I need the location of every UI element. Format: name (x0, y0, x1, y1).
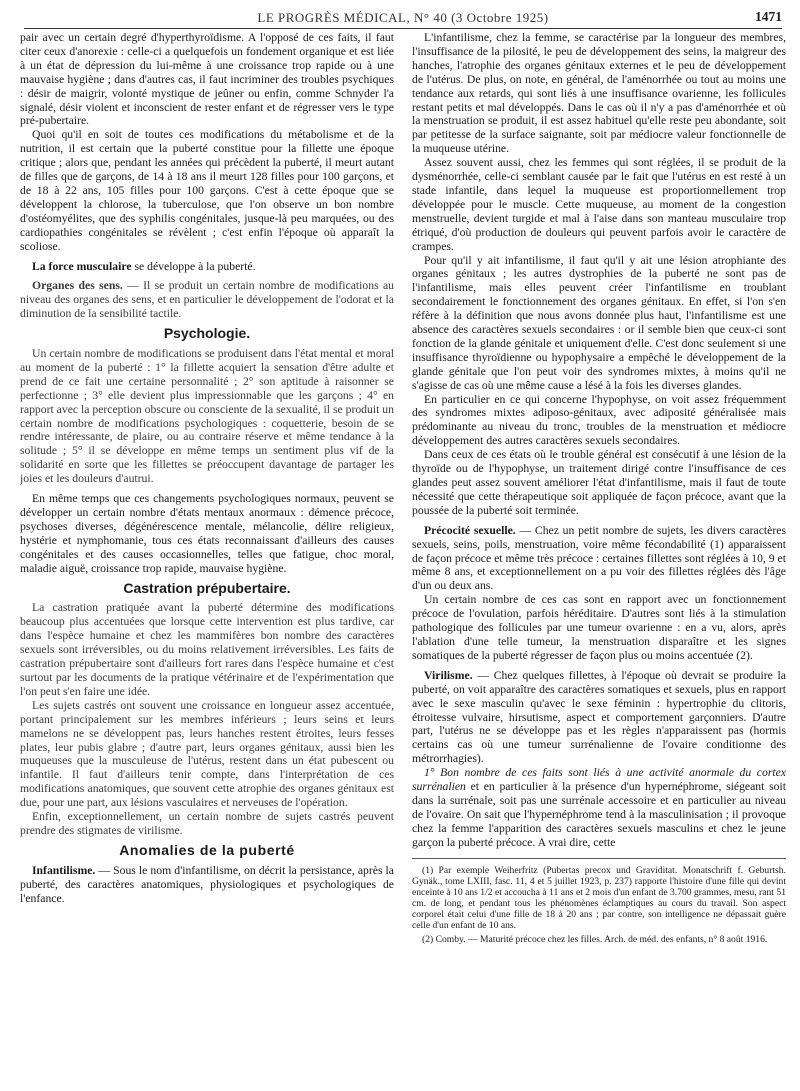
paragraph: 1° Bon nombre de ces faits sont liés à une activité anormale du cortex surrénalien et en particulier à la présence d'un hypernéphrome, siégeant soit dans la surrénale, soit pas une surrénale accessoire et en particulier au niveau de l'ovaire. On sait que l'hypernéphrome tend à la masculinisation ; il provoque chez la femme l'apparition des caractères sexuels masculins et chez le jeune garçon la puberté précoce. A vrai dire, cette (412, 766, 786, 849)
page-number: 1471 (755, 9, 782, 24)
paragraph: La force musculaire se développe à la puberté. (32, 259, 256, 273)
paragraph: Pour qu'il y ait infantilisme, il faut qu'il y ait une lésion atrophiante des organes génitaux ; les autres dystrophies de la puberté ne sont pas de l'infantilisme, mais elles peuvent créer l'infantilisme en troublant secondairement le fonctionnement des organes génitaux. En effet, si l'on s'en réfère à la définition que nous avons donnée plus haut, l'infantilisme est une absence des caractères sexuels secondaires : or il semble bien que ceux-ci sont fonction de la glande génitale et uniquement d'elle. C'est donc seulement si une insuffisance thyroïdienne ou hypophysaire a empêché le développement de la glande génitale que l'on peut voir des syndromes mixtes, à moins qu'il ne s'agisse de cas où une même cause a lésé à la fois les diverses glandes. (412, 253, 786, 392)
paragraph: Un certain nombre de ces cas sont en rapport avec un fonctionnement précoce de l'ovulation, parfois héréditaire. D'autres sont liés à la stimulation pathologique des follicules par une tumeur ovarienne : en a vu, alors, après l'ablation d'une telle tumeur, la menstruation disparaître et les signes somatiques de la puberté régresser de façon plus ou moins accentuée (2). (412, 593, 786, 662)
paragraph: La castration pratiquée avant la puberté détermine des modifications beaucoup plus accentuées que lorsque cette intervention est plus tardive, car dans l'espèce humaine et chez les mammifères bon nombre des caractères sexuels sont irréversibles, ou du moins relativement irréversibles. Les faits de castration prépubertaire sont d'ailleurs fort rares dans l'espèce humaine et c'est surtout par les documents de la pratique vétérinaire et de l'expérimentation que l'on peut s'en faire une idée. (20, 601, 394, 698)
footnote: (1) Par exemple Weiherfritz (Pubertas precox und Graviditat. Monatschrift f. Geburtsh. Gynäk., tome LXIII, fasc. 11, 4 et 5 juillet 1923, p. 237) rapporte l'histoire d'une fille qui devint enceinte à 10 ans 1/2 et accoucha à 11 ans et 2 mois d'un enfant de 3.700 grammes, mesu, rant 51 cm. de long, et pendant tous les phénomènes éclamptiques au cours du travail. Son aspect corporel était celui d'une fille de 18 à 20 ans ; par contre, son intelligence ne dépassait guère celle d'un enfant de 10 ans. (412, 864, 786, 931)
paragraph: En même temps que ces changements psychologiques normaux, peuvent se développer un certain nombre d'états mentaux anormaux : démence précoce, psychoses diverses, dégénérescence mentale, mélancolie, délire religieux, hystérie et nymphomanie, tous ces états reconnaissant d'ailleurs des causes congénitales et des causes occasionnelles, telles que fatigue, choc moral, maladie aiguë, croissance trop rapide, mauvaise hygiène. (20, 492, 394, 575)
run-in-heading: La force musculaire (32, 259, 132, 273)
paragraph: Enfin, exceptionnellement, un certain nombre de sujets castrés peuvent prendre des stigmates de virilisme. (20, 810, 394, 837)
section-heading: Psychologie. (163, 325, 251, 342)
paragraph: Quoi qu'il en soit de toutes ces modifications du métabolisme et de la nutrition, il est certain que la puberté constitue pour la fillette une époque critique ; alors que, pendant les années qui précèdent la puberté, il meurt autant de filles que de garçons, de 14 à 18 ans il meurt 128 filles pour 100 garçons, et de 18 à 22 ans, 105 filles pour 100 garçons. C'est à cette époque que se développent la chlorose, la tuberculose, que l'on observe un bon nombre d'ostéomyélites, que des syphilis congénitales, jusque-là peu marquées, ou des cardiopathies congénitales se révèlent ; c'est enfin l'époque où apparaît la scoliose. (20, 128, 394, 253)
italic-lead: 1° Bon nombre de ces faits sont liés à une activité anormale du cortex surrénalien (412, 766, 786, 794)
footnote: (2) Comby. — Maturité précoce chez les filles. Arch. de méd. des enfants, n° 8 août 1916. (422, 933, 768, 945)
paragraph: Précocité sexuelle. — Chez un petit nombre de sujets, les divers caractères sexuels, seins, poils, menstruation, voire même fécondabilité (1) apparaissent de façon précoce et même très précoce : certaines fillettes sont réglées à 10, 9 et même 8 ans, et exceptionnellement on a pu voir des fillettes réglées dès l'âge d'un ou deux ans. (412, 523, 786, 593)
footnotes (412, 858, 786, 945)
section-heading: Anomalies de la puberté (119, 841, 295, 858)
paragraph: Assez souvent aussi, chez les femmes qui sont réglées, il se produit de la dysménorrhée, celle-ci semblant causée par le fait que l'utérus en est resté à un stade infantile, dans lequel la muqueuse est proportionnellement trop développée pour le muscle. Cette muqueuse, au moment de la congestion menstruelle, devient turgide et mal à l'aise dans son manteau musculaire trop étriqué, d'où production de douleurs qui peuvent parfois avoir le caractère de crampes. (412, 156, 786, 253)
run-in-heading: Infantilisme. (32, 863, 96, 877)
paragraph: En particulier en ce qui concerne l'hypophyse, on voit assez fréquemment des syndromes mixtes adiposo-génitaux, avec adiposité généralisée mais prédominante au niveau du tronc, troubles de la menstruation et médiocre développement des autres caractères sexuels secondaires. (412, 392, 786, 448)
run-in-heading: Virilisme. (424, 668, 473, 682)
paragraph: Les sujets castrés ont souvent une croissance en longueur assez accentuée, portant principalement sur les membres inférieurs ; leurs seins et leurs mamelons ne se développent pas, leurs hanches restent étroites, leurs fesses plates, leur pubis glabre ; d'autre part, leurs organes génitaux, aussi bien les muqueuses que la musculeuse de l'utérus, restent dans un état pubescent ou infantile. Il faut d'ailleurs tenir compte, dans l'interprétation de ces modifications anatomiques, que souvent cette atrophie des organes génitaux est due, pour une part, aux lésions vasculaires et nerveuses de l'opération. (20, 698, 394, 810)
paragraph: Virilisme. — Chez quelques fillettes, à l'époque où devrait se produire la puberté, on voit apparaître des caractères somatiques et sexuels, plus en rapport avec le sexe masculin qu'avec le sexe féminin : hypertrophie du clitoris, étroitesse vulvaire, hirsutisme, aspect et comportement garçonniers. D'autre part, l'utérus ne se développe pas et les règles n'apparaissent pas (hormis certains cas où une tumeur surrénalienne de l'ovaire conditionne des métrorrhagies). (412, 668, 786, 766)
paragraph: pair avec un certain degré d'hyperthyroïdisme. A l'opposé de ces faits, il faut citer ceux d'anorexie : celle-ci a quelquefois un fondement organique et est liée à un état de dépression du lui-même à une croissance trop rapide ou à une mauvaise hygiène ; dans d'autres cas, il faut incriminer des troubles psychiques : désir de maigrir, volonté mystique de jeûner ou enfin, comme Schnyder l'a signalé, désir violent et inconscient de rester enfant et de régresser vers le type pré-pubertaire. (20, 31, 394, 128)
running-header (24, 10, 782, 29)
run-in-heading: Précocité sexuelle. (424, 523, 516, 537)
paragraph: Dans ceux de ces états où le trouble général est consécutif à une lésion de la thyroïde ou de l'hypophyse, un traitement dirigé contre l'insuffisance de ces glandes peut assez souvent améliorer l'état d'infantilisme, mais il faut de toute nécessité que cette thérapeutique soit appliquée de façon précoce, avant que la poussée de la puberté soit terminée. (412, 448, 786, 517)
section-heading: Castration prépubertaire. (123, 579, 291, 596)
journal-title: LE PROGRÈS MÉDICAL, N° 40 (3 Octobre 1925) (257, 10, 549, 25)
paragraph: Un certain nombre de modifications se produisent dans l'état mental et moral au moment de la puberté : 1° la fillette acquiert la sensation d'être adulte et prend de ce fait une certaine personnalité ; 2° son aptitude à raisonner se perfectionne ; 3° elle devient plus impressionnable que les garçons ; 4° en rapport avec la perception obscure ou consciente de la sexualité, il se produit un certain nombre de modifications psychologiques : coquetterie, besoin de se rendre intéressante, de plaire, ou au contraire réserve et même tendance à la solitude ; 5° il se développe en même temps un sentiment plus vif de la solidarité en sorte que les fillettes se préoccupent davantage de partager les joies et les douleurs d'autrui. (20, 347, 394, 486)
paragraph: Organes des sens. — Il se produit un certain nombre de modifications au niveau des organes des sens, et en particulier le développement de l'odorat et la diminution de la sensibilité tactile. (20, 279, 394, 321)
paragraph: L'infantilisme, chez la femme, se caractérise par la longueur des membres, l'insuffisance de la pilosité, le peu de développement des seins, la maigreur des hanches, l'atrophie des organes génitaux externes et le peu de développement de l'utérus. De plus, on note, en général, de l'aménorrhée ou tout au moins une tendance aux retards, qui sont liés à une insuffisance ovarienne, les follicules restant petits et mal développés. Dans le cas où il n'y a pas d'aménorrhée et où la menstruation se produit, il est assez habituel qu'elle reste peu abondante, soit par petitesse de la surface saignante, soit par médiocre valeur fonctionnelle de la muqueuse utérine. (412, 31, 786, 156)
right-column (412, 31, 786, 1081)
left-column (20, 31, 394, 1081)
run-in-heading: Organes des sens. (32, 279, 123, 293)
paragraph: Infantilisme. — Sous le nom d'infantilisme, on décrit la persistance, après la puberté, des caractères anatomiques, physiologiques et psychologiques de l'enfance. (20, 863, 394, 905)
